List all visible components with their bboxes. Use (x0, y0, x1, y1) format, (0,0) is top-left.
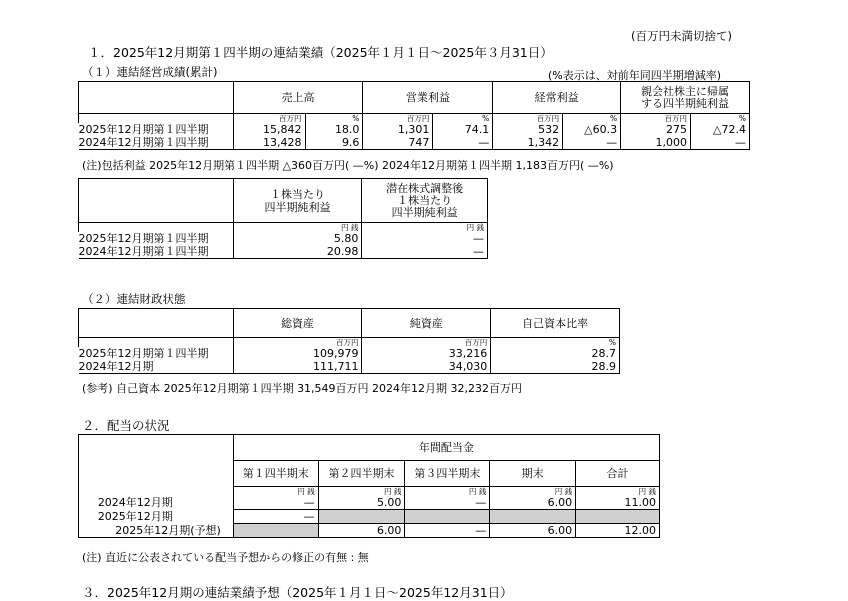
unit: 百万円 (363, 114, 433, 124)
unit: % (563, 114, 621, 124)
cell: 109,979 (233, 347, 362, 360)
header-diluted-eps: 潜在株式調整後 １株当たり 四半期純利益 (362, 179, 488, 223)
cell: 9.6 (305, 136, 363, 150)
table-row (79, 245, 488, 259)
header-q2-end: 第２四半期末 (318, 461, 405, 487)
cell: 28.7 (491, 347, 620, 360)
header-operating-income: 営業利益 (363, 82, 493, 114)
unit-note: (百万円未満切捨て) (631, 29, 732, 43)
unit: 百万円 (493, 114, 563, 124)
unit: 百万円 (233, 338, 362, 348)
cell: △60.3 (563, 123, 621, 136)
cell: 15,842 (233, 123, 305, 136)
cell: — (362, 245, 488, 259)
table-row (79, 232, 488, 245)
cell: 747 (363, 136, 433, 150)
row-label: 2025年12月期第１四半期 (79, 232, 234, 245)
table-row (79, 496, 660, 510)
dividend-revision-note: (注) 直近に公表されている配当予想からの修正の有無 : 無 (82, 551, 369, 564)
unit: % (433, 114, 493, 124)
row-label: 2024年12月期第１四半期 (79, 136, 234, 150)
unit: 円 銭 (362, 223, 488, 233)
cell: 1,301 (363, 123, 433, 136)
cell: — (563, 136, 621, 150)
operating-results-title: （１）連結経営成績(累計) (82, 65, 218, 79)
cell: 11.00 (576, 496, 660, 510)
cell: 12.00 (576, 524, 660, 538)
section3-title: ３．2025年12月期の連結業績予想（2025年１月１日～2025年12月31日） (82, 585, 513, 600)
header-eps: １株当たり 四半期純利益 (233, 179, 362, 223)
cell: 111,711 (233, 360, 362, 374)
table-row (79, 136, 750, 150)
financial-position-title: （２）連結財政状態 (82, 292, 186, 306)
change-rate-note: (%表示は、対前年同四半期増減率) (548, 69, 722, 82)
header-q1-end: 第１四半期末 (233, 461, 318, 487)
cell: 18.0 (305, 123, 363, 136)
cell-shaded (233, 524, 318, 538)
cell: 6.00 (490, 496, 576, 510)
row-label: 2024年12月期第１四半期 (79, 245, 234, 259)
cell: 34,030 (362, 360, 491, 374)
header-equity-ratio: 自己資本比率 (491, 309, 620, 338)
cell-shaded (490, 510, 576, 524)
cell: — (433, 136, 493, 150)
financial-position-table (78, 308, 620, 374)
header-blank (79, 82, 234, 114)
table-row (79, 524, 660, 538)
operating-results-table (78, 81, 750, 150)
cell: 74.1 (433, 123, 493, 136)
cell: 532 (493, 123, 563, 136)
table-row (79, 360, 620, 374)
cell: 33,216 (362, 347, 491, 360)
cell: 20.98 (233, 245, 362, 259)
cell: — (405, 524, 490, 538)
row-label: 2025年12月期 (79, 510, 234, 524)
table-row (79, 123, 750, 136)
table-row (79, 347, 620, 360)
header-total-assets: 総資産 (233, 309, 362, 338)
unit: % (305, 114, 363, 124)
header-sales: 売上高 (233, 82, 363, 114)
cell-shaded (318, 510, 405, 524)
cell: 6.00 (490, 524, 576, 538)
cell-shaded (576, 510, 660, 524)
header-year-end: 期末 (490, 461, 576, 487)
unit: 円 銭 (233, 223, 362, 233)
unit: 円 銭 (233, 487, 318, 497)
cell: 5.00 (318, 496, 405, 510)
section1-title: １．2025年12月期第１四半期の連結業績（2025年１月１日～2025年３月31日） (88, 45, 553, 60)
cell: 6.00 (318, 524, 405, 538)
equity-reference-note: (参考) 自己資本 2025年12月期第１四半期 31,549百万円 2024年12月期 32,232百万円 (82, 382, 523, 395)
dividend-table (78, 434, 660, 538)
cell: 275 (621, 123, 691, 136)
table-row (79, 510, 660, 524)
row-label: 2025年12月期(予想) (79, 524, 234, 538)
unit: 円 銭 (576, 487, 660, 497)
cell-shaded (405, 510, 490, 524)
row-label: 2024年12月期 (79, 496, 234, 510)
row-label: 2024年12月期 (79, 360, 234, 374)
cell: 1,342 (493, 136, 563, 150)
header-ordinary-income: 経常利益 (493, 82, 621, 114)
unit: % (691, 114, 750, 124)
header-annual-dividend: 年間配当金 (233, 435, 659, 461)
header-q3-end: 第３四半期末 (405, 461, 490, 487)
eps-table (78, 178, 488, 259)
cell: — (405, 496, 490, 510)
cell: 1,000 (621, 136, 691, 150)
cell: — (691, 136, 750, 150)
unit: 円 銭 (318, 487, 405, 497)
unit: 百万円 (621, 114, 691, 124)
row-label: 2025年12月期第１四半期 (79, 123, 234, 136)
section2-title: ２．配当の状況 (82, 418, 170, 433)
cell: △72.4 (691, 123, 750, 136)
header-total: 合計 (576, 461, 660, 487)
cell: 5.80 (233, 232, 362, 245)
header-net-income: 親会社株主に帰属 する四半期純利益 (621, 82, 750, 114)
comprehensive-income-note: (注)包括利益 2025年12月期第１四半期 △360百万円( —%) 2024年12月期第１四半期 1,183百万円( —%) (82, 159, 614, 172)
cell: — (233, 510, 318, 524)
cell: — (362, 232, 488, 245)
unit: 円 銭 (490, 487, 576, 497)
cell: — (233, 496, 318, 510)
unit: 百万円 (233, 114, 305, 124)
cell: 13,428 (233, 136, 305, 150)
unit: 百万円 (362, 338, 491, 348)
row-label: 2025年12月期第１四半期 (79, 347, 234, 360)
header-net-assets: 純資産 (362, 309, 491, 338)
cell: 28.9 (491, 360, 620, 374)
unit: % (491, 338, 620, 348)
unit: 円 銭 (405, 487, 490, 497)
